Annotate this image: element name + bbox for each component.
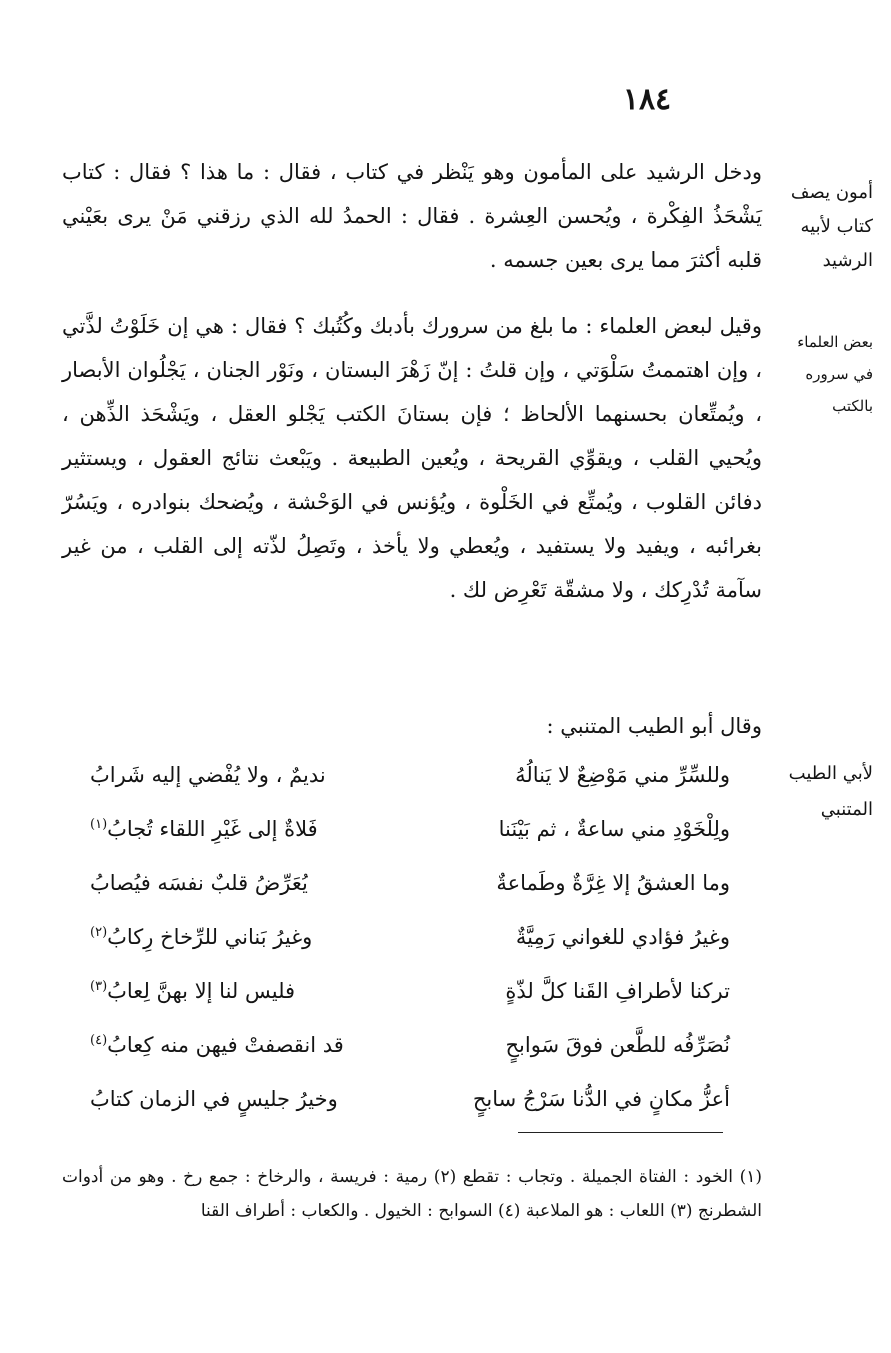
footnote-separator: [518, 1132, 723, 1133]
footnote-marker: (١): [90, 817, 108, 832]
verse-first-half: وغيرُ فؤادي للغواني رَمِيَّةٌ: [515, 925, 730, 949]
verse-second-text: نديمٌ ، ولا يُفْضي إليه شَرابُ: [90, 763, 326, 787]
poem-verse: [90, 856, 730, 910]
verse-first-half: وللسِّرِّ مني مَوْضِعٌ لا يَنالُهُ: [515, 763, 730, 787]
verse-second-text: وخيرُ جليسٍ في الزمان كتابُ: [90, 1087, 338, 1111]
verse-first-half: نُصَرِّفُه للطَّعن فوقَ سَوابحٍ: [505, 1033, 730, 1057]
verse-second-half: [90, 925, 390, 949]
verse-second-text: فليس لنا إلا بهنَّ لِعابُ: [107, 979, 296, 1003]
footnote-marker: (٢): [90, 925, 108, 940]
verse-second-half: [90, 979, 390, 1003]
verse-second-text: يُعَرِّضُ قلبٌ نفسَه فيُصابُ: [90, 871, 308, 895]
page-number: ١٨٤: [622, 82, 672, 117]
paragraph-text: ودخل الرشيد على المأمون وهو يَنْظر في كتاب ، فقال : ما هذا ؟ فقال : كتاب يَشْحَذُ الفِكْرة ، ويُحسن العِشرة . فقال : الحمدُ لله الذي رزقني مَنْ يرى بعَيْني قلبه أكثرَ مما يرى بعين جسمه .: [62, 160, 762, 272]
poem: [90, 748, 730, 1126]
poem-verse: [90, 748, 730, 802]
margin-note-mutanabbi: لأبي الطيب المتنبي: [788, 763, 873, 820]
footnotes: [62, 1160, 762, 1228]
verse-first-half: تركنا لأطرافِ القَنا كلَّ لذّةٍ: [505, 979, 730, 1003]
footnote-text: (١) الخود : الفتاة الجميلة . وتجاب : تقطع (٢) رمية : فريسة ، والرخاخ : جمع رخ . وهو من أدوات الشطرنج (٣) اللعاب : هو الملاعبة (٤) السوابح : الخيول . والكعاب : أطراف القنا: [62, 1167, 762, 1221]
verse-second-text: قد انقصفتْ فيهن منه كِعابُ: [107, 1033, 344, 1057]
verse-second-text: وغيرُ بَناني للرِّخاخ رِكابُ: [107, 925, 313, 949]
paragraph-scholar-books: [62, 304, 762, 612]
poem-verse: [90, 1018, 730, 1072]
paragraph-rashid-mamun: [62, 150, 762, 282]
poem-intro-text: وقال أبو الطيب المتنبي :: [546, 714, 762, 738]
verse-second-half: [90, 871, 390, 895]
verse-second-text: فَلاةٌ إلى غَيْرِ اللقاء تُجابُ: [107, 817, 318, 841]
paragraph-text: وقيل لبعض العلماء : ما بلغ من سرورك بأدبك وكُتُبك ؟ فقال : هي إن خَلَوْتُ لذَّتي ، وإن اهتممتُ سَلْوَتي ، وإن قلتُ : إنّ زَهْرَ البستان ، ونَوْر الجنان ، يَجْلُوان الأبصار ، ويُمتِّعان بحسنهما الألحاظ ؛ فإن بستانَ الكتب يَجْلو العقل ، ويَشْحَذ الذِّهن ، ويُحيي القلب ، ويقوِّي القريحة ، ويُعين الطبيعة . ويَبْعث نتائج العقول ، ويستثير دفائن القلوب ، ويُمتِّع في الخَلْوة ، ويُؤنس في الوَحْشة ، ويُضحك بنوادره ، ويَسُرّ بغرائبه ، ويفيد ولا يستفيد ، ويُعطي ولا يأخذ ، وتَصِلُ لذّته إلى القلب ، من غير سآمة تُدْرِكك ، ولا مشقّة تَعْرِض لك .: [62, 314, 762, 602]
verse-first-half: ولِلْخَوْدِ مني ساعةٌ ، ثم بَيْنَنا: [498, 817, 730, 841]
poem-verse: [90, 1072, 730, 1126]
verse-first-half: أعزُّ مكانٍ في الدُّنا سَرْجُ سابحٍ: [472, 1087, 730, 1111]
poem-introduction: [62, 704, 762, 748]
poem-verse: [90, 910, 730, 964]
footnote-marker: (٤): [90, 1033, 108, 1048]
verse-first-half: وما العشقُ إلا غِرَّةٌ وطَماعةٌ: [496, 871, 730, 895]
verse-second-half: [90, 763, 390, 787]
verse-second-half: [90, 817, 390, 841]
margin-note-scholar: بعض العلماء في سروره بالكتب: [797, 333, 873, 415]
footnote-marker: (٣): [90, 979, 108, 994]
verse-second-half: [90, 1087, 390, 1111]
verse-second-half: [90, 1033, 390, 1057]
poem-verse: [90, 802, 730, 856]
poem-verse: [90, 964, 730, 1018]
margin-note-mamun: أمون يصف كتاب لأبيه الرشيد: [790, 182, 873, 271]
